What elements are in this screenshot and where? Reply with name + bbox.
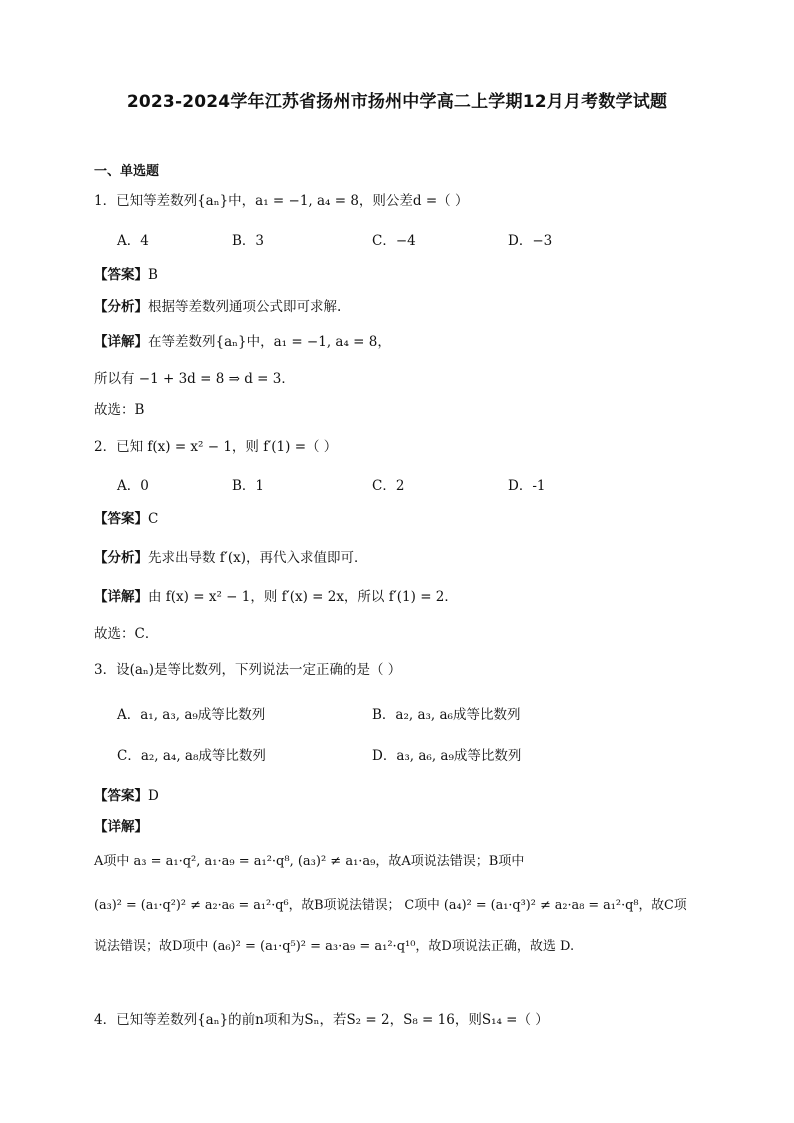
q3-detail-line1: A项中 a₃ = a₁·q², a₁·a₉ = a₁²·q⁸, (a₃)² ≠ a₁·a₉，故A项说法错误；B项中 (94, 854, 525, 869)
q1-detail-line2: 所以有 −1 + 3d = 8 ⇒ d = 3． (94, 371, 295, 387)
q2-answer (94, 510, 158, 528)
q3-detail-tag: 【详解】 (94, 819, 148, 835)
q3-option-b: B．a₂, a₃, a₆成等比数列 (372, 707, 521, 723)
detail-tag: 【详解】 (94, 334, 148, 350)
analysis-tag: 【分析】 (94, 299, 148, 315)
detail-text: 在等差数列{aₙ}中，a₁ = −1, a₄ = 8， (148, 334, 391, 350)
q1-stem: 1．已知等差数列{aₙ}中，a₁ = −1, a₄ = 8，则公差d =（ ） (94, 193, 469, 209)
q2-detail (94, 588, 458, 606)
detail-tag: 【详解】 (94, 589, 148, 605)
q1-detail (94, 333, 391, 351)
q1-option-d: D．−3 (508, 233, 553, 249)
detail-text: 由 f(x) = x² − 1，则 f′(x) = 2x，所以 f′(1) = 2． (148, 589, 458, 605)
q2-option-d: D．-1 (508, 478, 546, 494)
q1-analysis (94, 298, 341, 316)
q3-stem: 3．设(aₙ)是等比数列，下列说法一定正确的是（ ） (94, 662, 402, 678)
q3-option-a: A．a₁, a₃, a₉成等比数列 (117, 707, 266, 723)
answer-value: C (148, 511, 159, 527)
q2-option-a: A．0 (117, 478, 149, 494)
q2-option-b: B．1 (232, 478, 265, 494)
q3-detail-line3: 说法错误；故D项中 (a₆)² = (a₁·q⁵)² = a₃·a₉ = a₁²·q¹⁰，故D项说法正确，故选 D. (94, 939, 575, 954)
q1-option-b: B．3 (232, 233, 265, 249)
q3-answer (94, 787, 159, 805)
q2-analysis (94, 549, 368, 567)
analysis-text: 先求出导数 f′(x)，再代入求值即可． (148, 550, 368, 566)
q1-option-a: A．4 (117, 233, 149, 249)
q3-detail-line2: (a₃)² = (a₁·q²)² ≠ a₂·a₆ = a₁²·q⁶，故B项说法错误； C项中 (a₄)² = (a₁·q³)² ≠ a₂·a₈ = a₁²·q⁸，故C项 (94, 898, 687, 913)
q2-stem: 2．已知 f(x) = x² − 1，则 f′(1) =（ ） (94, 439, 338, 455)
q3-option-c: C．a₂, a₄, a₈成等比数列 (117, 748, 266, 764)
q1-option-c: C．−4 (372, 233, 416, 249)
q1-answer (94, 266, 158, 284)
answer-value: D (148, 788, 159, 804)
answer-tag: 【答案】 (94, 267, 148, 283)
q3-option-d: D．a₃, a₆, a₉成等比数列 (372, 748, 522, 764)
answer-tag: 【答案】 (94, 511, 148, 527)
q2-option-c: C．2 (372, 478, 405, 494)
q4-stem: 4．已知等差数列{aₙ}的前n项和为Sₙ，若S₂ = 2，S₈ = 16，则S₁₄ =（ ） (94, 1012, 549, 1028)
document-title: 2023-2024学年江苏省扬州市扬州中学高二上学期12月月考数学试题 (126, 92, 668, 112)
answer-tag: 【答案】 (94, 788, 148, 804)
q1-choose: 故选：B (94, 402, 145, 418)
analysis-text: 根据等差数列通项公式即可求解. (148, 299, 342, 315)
section-heading: 一、单选题 (94, 164, 160, 179)
q2-choose: 故选：C． (94, 626, 159, 642)
analysis-tag: 【分析】 (94, 550, 148, 566)
answer-value: B (148, 267, 158, 283)
